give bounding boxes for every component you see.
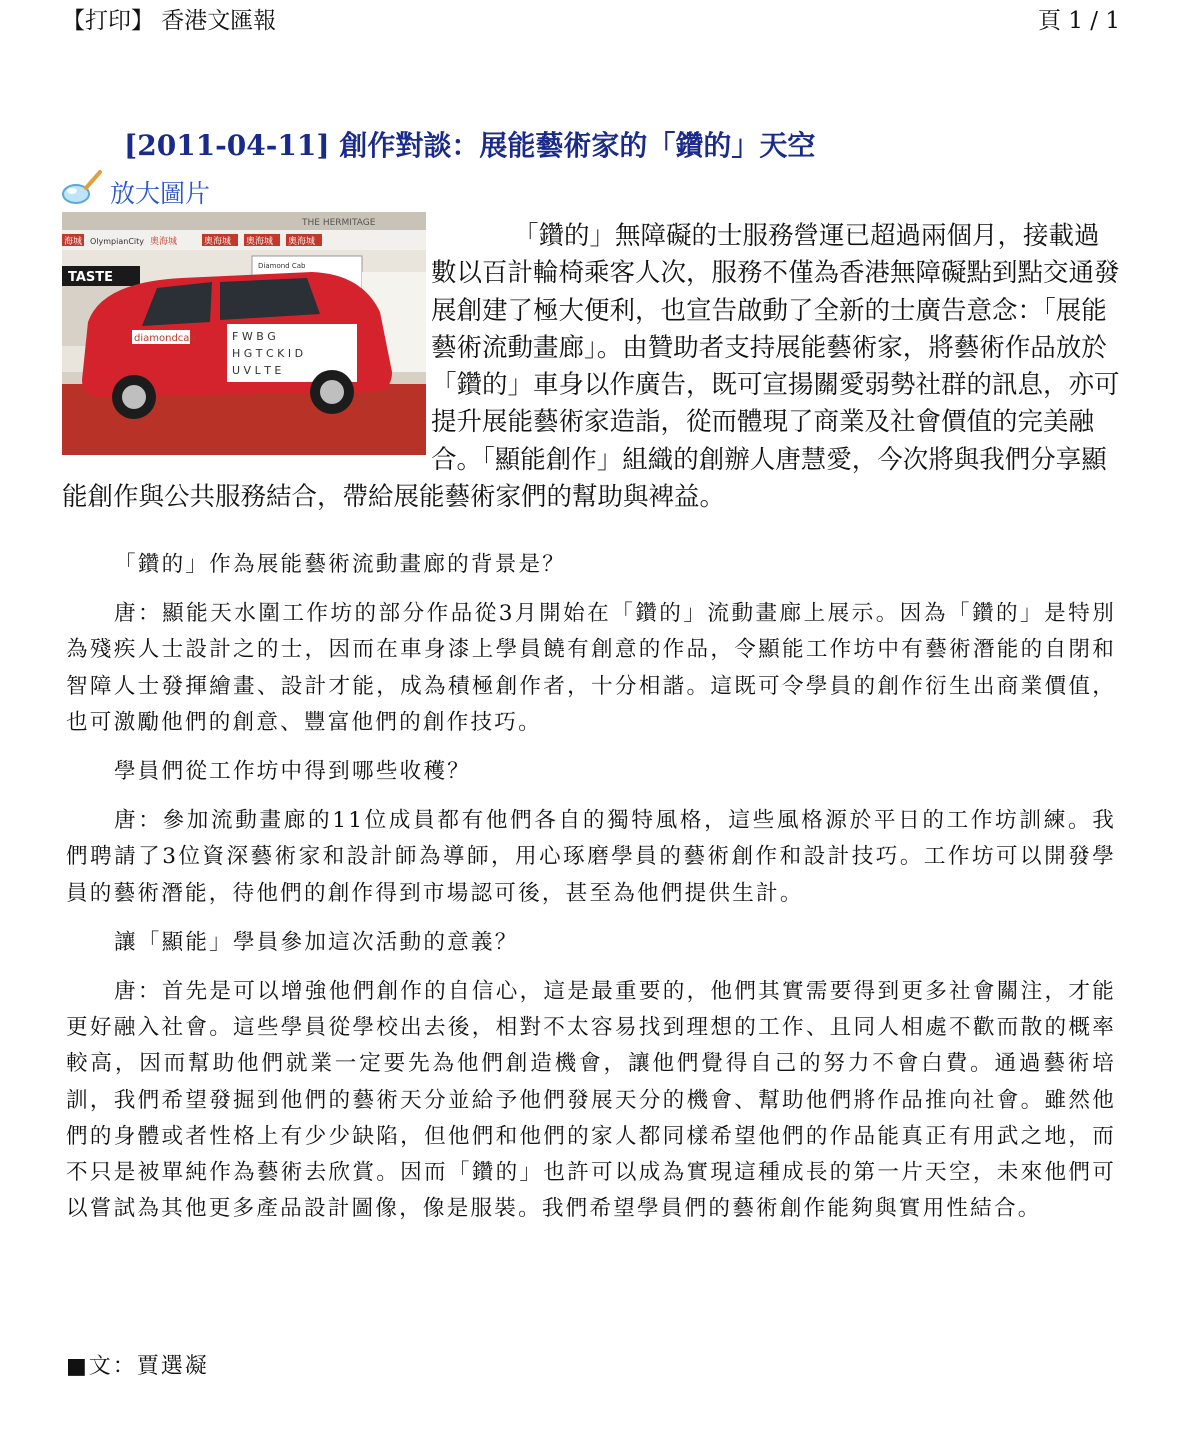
svg-text:THE HERMITAGE: THE HERMITAGE [302,218,376,228]
article-title: [2011-04-11] 創作對談：展能藝術家的「鑽的」天空 [124,129,816,162]
photo-sign: Diamond Cab [258,262,306,270]
question: 「鑽的」作為展能藝術流動畫廊的背景是？ [114,552,567,577]
magnifier-icon [60,168,104,208]
byline: ■文：賈選凝 [66,1354,209,1379]
photo-sign: diamondcab [134,333,196,344]
page-indicator: 頁 1 / 1 [1038,8,1120,34]
enlarge-image-link[interactable] [60,168,210,208]
article-body [66,547,1116,1240]
print-header[interactable]: 【打印】 香港文匯報 [62,8,277,34]
photo-sign: 奧海城 [246,237,274,247]
svg-text:F W B G: F W B G [232,330,276,343]
svg-text:U V L T E: U V L T E [232,364,282,377]
question: 讓「顯能」學員參加這次活動的意義？ [114,929,519,955]
photo-sign: 奧海城 [150,237,178,247]
answer: 唐：首先是可以增強他們創作的自信心，這是最重要的，他們其實需要得到更多社會關注，才能更好融入社會。這些學員從學校出去後，相對不太容易找到理想的工作、且同人相處不歡而散的概率較高，因而幫助他們就業一定要先為他們創造機會，讓他們覺得自己的努力不會白費。通過藝術培訓，我們希望發掘到他們的藝術天分並給予他們發展天分的機會、幫助他們將作品推向社會。雖然他們的身體或者性格上有少少缺陷，但他們和他們的家人都同樣希望他們的作品能真正有用武之地，而不只是被單純作為藝術去欣賞。因而「鑽的」也許可以成為實現這種成長的第一片天空，未來他們可以嘗試為其他更多產品設計圖像，像是服裝。我們希望學員們的藝術創作能夠與實用性結合。 [66,979,1116,1222]
article-lead [62,218,1122,516]
photo-sign: 海城 [64,237,83,247]
photo-sign: OlympianCity [90,237,144,246]
photo-sign: 奧海城 [288,237,316,247]
photo-sign: TASTE [68,270,114,285]
photo-sign: 奧海城 [204,237,232,247]
enlarge-image-label[interactable]: 放大圖片 [110,179,211,208]
answer: 唐：顯能天水圍工作坊的部分作品從3月開始在「鑽的」流動畫廊上展示。因為「鑽的」是特別為殘疾人士設計之的士，因而在車身漆上學員饒有創意的作品，令顯能工作坊中有藝術潛能的自閉和智障人士發揮繪畫、設計才能，成為積極創作者，十分相諧。這既可令學員的創作衍生出商業價值，也可激勵他們的創意、豐富他們的創作技巧。 [66,601,1116,735]
question: 學員們從工作坊中得到哪些收穫？ [114,759,471,785]
answer: 唐：參加流動畫廊的11位成員都有他們各自的獨特風格，這些風格源於平日的工作坊訓練。我們聘請了3位資深藝術家和設計師為導師，用心琢磨學員的藝術創作和設計技巧。工作坊可以開發學員的藝術潛能，待他們的創作得到市場認可後，甚至為他們提供生計。 [66,808,1116,906]
svg-text:H G T C K I D: H G T C K I D [232,347,304,360]
lead-text: 「鑽的」無障礙的士服務營運已超過兩個月，接載過數以百計輪椅乘客人次，服務不僅為香港無障礙點到點交通發展創建了極大便利，也宣告啟動了全新的士廣告意念：「展能藝術流動畫廊」。由贊助者支持展能藝術家，將藝術作品放於「鑽的」車身以作廣告，既可宣揚關愛弱勢社群的訊息，亦可提升展能藝術家造詣，從而體現了商業及社會價值的完美融合。「顯能創作」組織的創辦人唐慧愛，今次將與我們分享顯能創作與公共服務結合，帶給展能藝術家們的幫助與裨益。 [62,221,1120,513]
